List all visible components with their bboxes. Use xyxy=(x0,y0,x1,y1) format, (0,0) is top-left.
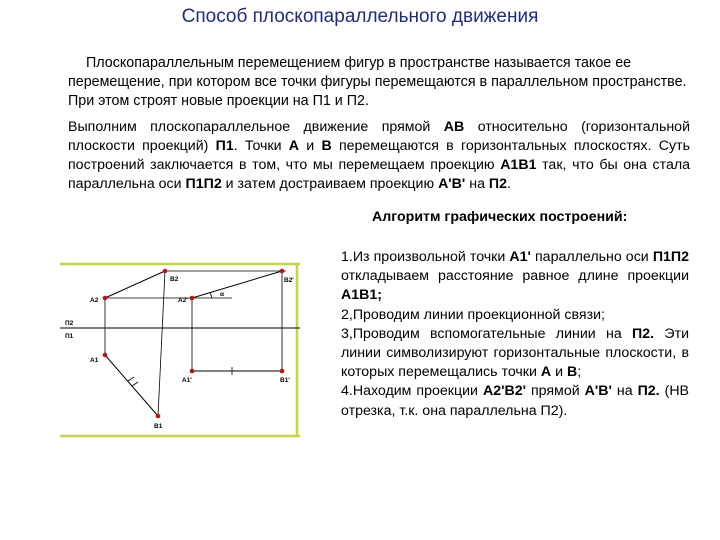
term: А2'В2' xyxy=(482,383,526,400)
term: А1В1; xyxy=(341,287,382,304)
text-run: относительно (горизонтальной плоскости проекций) xyxy=(68,119,690,154)
point-a2p xyxy=(190,296,195,301)
step-3 xyxy=(341,325,689,383)
text-run: откладываем расстояние равное длине проекции xyxy=(341,268,689,285)
projection-a2p-b2p xyxy=(192,271,282,298)
diagram-frame xyxy=(60,264,300,436)
text-run: 3,Проводим вспомогательные линии на xyxy=(341,325,633,342)
point-b2 xyxy=(163,269,168,274)
projection-a2b2 xyxy=(105,271,165,298)
term-ab: АВ xyxy=(443,119,465,135)
label-p1: П1 xyxy=(65,333,74,340)
term: П2. xyxy=(632,325,655,342)
algorithm-heading: Алгоритм графических построений: xyxy=(372,209,628,225)
link-line-b xyxy=(158,271,165,416)
step-2 xyxy=(341,306,689,325)
description-paragraph xyxy=(68,118,690,194)
angle-arc xyxy=(210,293,212,298)
page-title: Способ плоскопараллельного движения xyxy=(181,6,539,27)
text-run: параллельно оси xyxy=(530,249,653,265)
projection-a1b1 xyxy=(105,355,158,416)
text-run: и xyxy=(551,364,567,381)
text-run: (НВ отрезка, т.к. она параллельна П2). xyxy=(341,383,690,419)
term-b: В xyxy=(321,138,332,154)
point-markers xyxy=(103,269,285,419)
term-p2: П2 xyxy=(488,176,508,192)
term: А1' xyxy=(509,249,531,265)
tick-mark xyxy=(132,382,138,386)
point-a2 xyxy=(103,296,108,301)
label-a2: А2 xyxy=(90,297,99,304)
text-run: . Точки xyxy=(233,138,289,154)
label-a2p: А2' xyxy=(178,297,188,304)
text-run: перемещаются в горизонтальных плоскостях. Суть построений заключается в том, что мы перемещаем проекцию xyxy=(68,138,690,173)
label-b1p: В1' xyxy=(280,377,290,384)
tick-mark xyxy=(128,377,134,381)
text-run: 4.Находим проекции xyxy=(341,383,483,400)
text-run: Эти линии символизируют горизонтальные плоскости, в которых перемещались точки xyxy=(341,325,690,381)
label-b1: В1 xyxy=(154,423,163,430)
label-a1: А1 xyxy=(90,357,99,364)
point-a1p xyxy=(190,369,195,374)
text-run: ; xyxy=(577,364,582,381)
construction-diagram xyxy=(60,258,320,438)
term-apbp: А'В' xyxy=(438,176,466,192)
label-a1p: А1' xyxy=(182,377,192,384)
label-b2p: В2' xyxy=(284,277,294,284)
intro-paragraph: Плоскопараллельным перемещением фигур в пространстве называется такое ее перемещение, при котором все точки фигуры перемещаются в параллельном пространстве. При этом строят новые проекции на П1 и П2. xyxy=(68,55,687,109)
point-b1p xyxy=(280,369,285,374)
text-run: 2,Проводим линии проекционной связи; xyxy=(341,306,605,323)
text-run: 1.Из произвольной точки xyxy=(341,249,510,265)
term-p1: П1 xyxy=(215,138,234,154)
label-b2: В2 xyxy=(170,276,179,283)
point-b2p xyxy=(280,269,285,274)
term: П2. xyxy=(637,383,660,400)
text-run: и затем достраиваем проекцию xyxy=(221,176,439,192)
term: П1П2 xyxy=(652,249,689,265)
text-run: Выполним плоскопараллельное движение прямой xyxy=(68,119,444,135)
term: А'В' xyxy=(584,383,612,400)
text-run: и xyxy=(299,138,322,154)
text-run: . xyxy=(507,176,511,192)
algorithm-steps xyxy=(341,248,689,421)
term-a1b1: А1В1 xyxy=(500,157,537,173)
point-b1 xyxy=(156,414,161,419)
term-p1p2: П1П2 xyxy=(185,176,222,192)
text-run: на xyxy=(465,176,489,192)
text-run: так, что бы она стала параллельна оси xyxy=(68,157,691,192)
text-run: прямой xyxy=(525,383,585,400)
label-p2: П2 xyxy=(65,320,74,327)
diagram-svg xyxy=(60,258,320,438)
term: А xyxy=(540,364,552,381)
step-4 xyxy=(341,382,689,420)
label-alpha: α xyxy=(220,291,224,298)
point-a1 xyxy=(103,353,108,358)
term-a: А xyxy=(288,138,300,154)
term: В xyxy=(566,364,578,381)
text-run: на xyxy=(611,383,638,400)
step-1 xyxy=(341,248,689,306)
